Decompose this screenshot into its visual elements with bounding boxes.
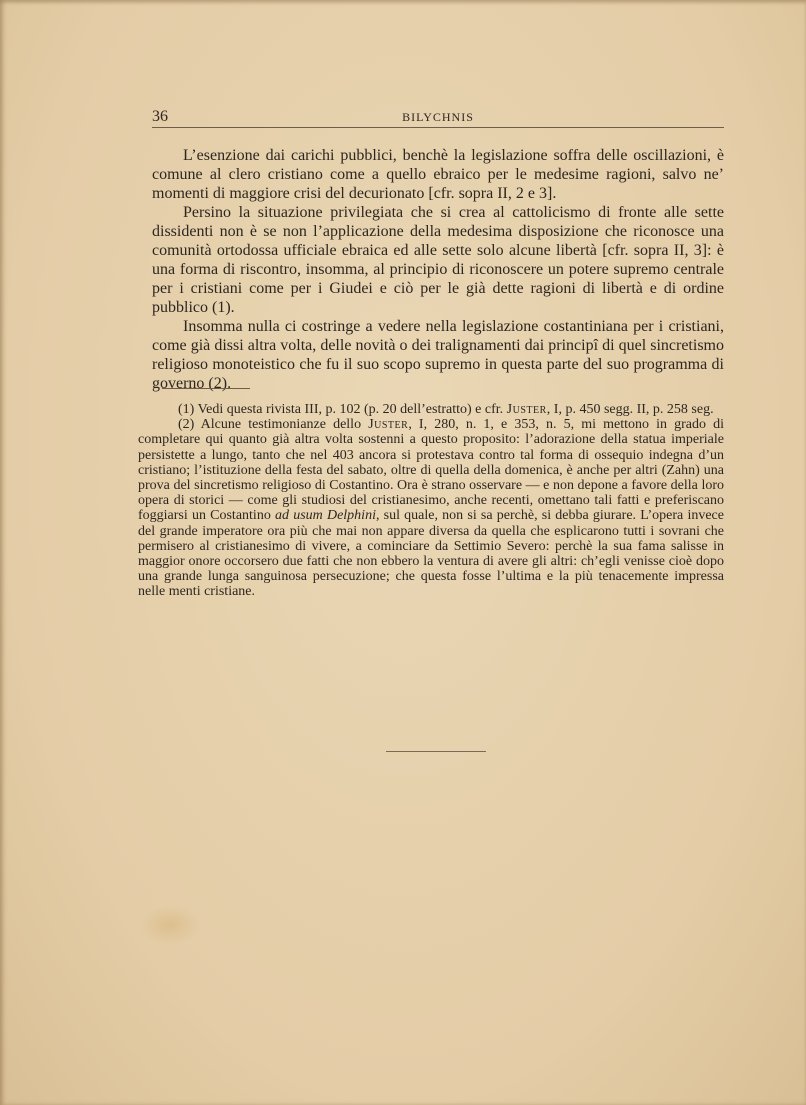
header-rule [152, 127, 724, 128]
footnote-2 [138, 417, 724, 599]
author-name: Juster [506, 402, 547, 417]
footnote-text: , sul quale, non si sa perchè, si debba giurare. L’opera invece del grande imperatore ora più che mai non appare diversa da quella che esplicarono tutti i sovrani che permisero al cristianesimo di vivere, a cominciare da Settimio Severo: perchè la sua fama salisse in maggior onore occorsero due fatti che non ebbero la ventura di avere gli altri: ch’egli venisse cioè dopo una grande lunga sanguinosa persecuzione; che questa fosse l’ultima e la più tenacemente impressa nelle menti cristiane. [138, 508, 724, 600]
footnote-text: , I, p. 450 segg. II, p. 258 seg. [546, 402, 714, 417]
footnote-1 [138, 402, 724, 417]
footnote-separator [162, 388, 250, 389]
author-name: Juster [368, 417, 409, 433]
running-title: BILYCHNIS [402, 110, 474, 124]
italic-phrase: ad usum Delphini [275, 508, 376, 524]
page-number: 36 [152, 108, 168, 125]
paragraph: L’esenzione dai carichi pubblici, benchè la legislazione soffra delle oscillazioni, è comune al clero cristiano come a quello ebraico per le medesime ragioni, salvo ne’ momenti di maggiore crisi del decurionato [cfr. sopra II, 2 e 3]. [152, 147, 724, 202]
page-header [152, 108, 724, 128]
main-text [152, 146, 724, 393]
footnote-text: , I, 280, n. 1, e 353, n. 5, mi mettono in grado di completare qui quanto già altra volta sostenni a questo proposito: l’adorazione della statua imperiale persistette a lungo, tanto che nel 403 ancora si protestava contro tal forma di ossequio indegna d’un cristiano; l’istituzione della festa del sabato, oltre di quella della domenica, è anche per altri (Zahn) una prova del sincretismo religioso di Costantino. Ora è strano osservare — e non depone a favore della loro opera di storici — come gli studiosi del cristianesimo, anche recenti, omettano tali fatti e preferiscano foggiarsi un Costantino [138, 417, 724, 524]
paper-stain [140, 905, 200, 945]
footnotes [138, 402, 724, 600]
paragraph: Persino la situazione privilegiata che si crea al cattolicismo di fronte alle sette dissidenti non è se non l’applicazione della medesima disposizione che riconosce una comunità ortodossa ufficiale ebraica ed alle sette solo alcune libertà [cfr. sopra II, 3]: è una forma di riscontro, insomma, al principio di riconoscere un potere supremo centrale per i cristiani come per i Giudei e ciò per le già dette ragioni di libertà e di ordine pubblico (1). [152, 204, 724, 316]
paragraph: Insomma nulla ci costringe a vedere nella legislazione costantiniana per i cristiani, come già dissi altra volta, delle novità o dei tralignamenti dai principî di quel sincretismo religioso monoteistico che fu il suo scopo supremo in questa parte del suo programma di governo (2). [152, 318, 724, 392]
footnote-text: (1) Vedi questa rivista III, p. 102 (p. 20 dell’estratto) e cfr. [178, 402, 507, 417]
end-rule [386, 751, 486, 752]
footnote-text: (2) Alcune testimonianze dello [178, 417, 369, 433]
